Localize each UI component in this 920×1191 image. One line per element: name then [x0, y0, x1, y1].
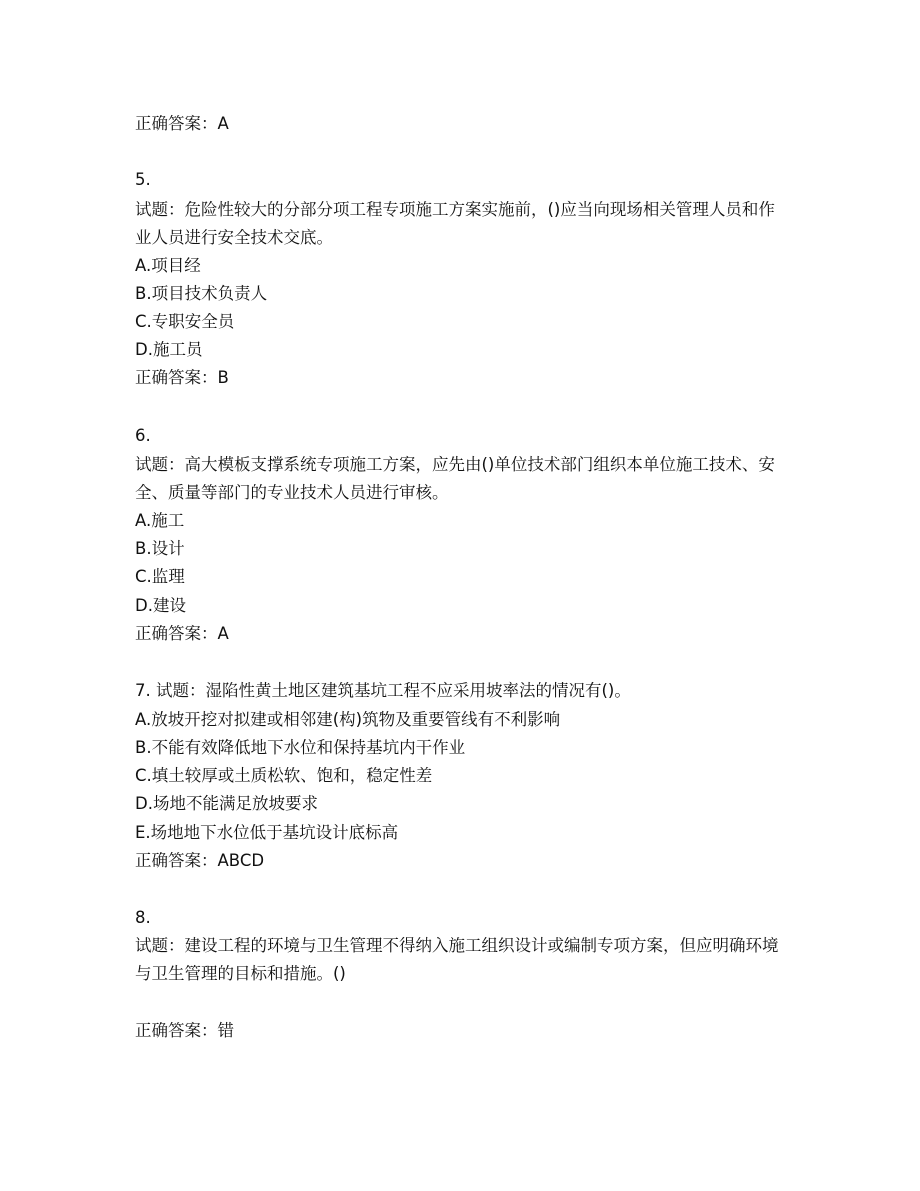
- question-6-option-a: A.施工: [135, 511, 185, 530]
- question-5-stem-line-1: 试题：危险性较大的分部分项工程专项施工方案实施前，()应当向现场相关管理人员和作: [135, 200, 775, 219]
- question-6-answer: 正确答案：A: [135, 624, 229, 643]
- question-8-stem-line-2: 与卫生管理的目标和措施。(): [135, 964, 346, 983]
- question-7-option-a: A.放坡开挖对拟建或相邻建(构)筑物及重要管线有不利影响: [135, 710, 561, 729]
- question-5-option-a: A.项目经: [135, 256, 201, 275]
- question-6-number: 6.: [135, 426, 151, 445]
- question-6-stem-line-1: 试题：高大模板支撑系统专项施工方案，应先由()单位技术部门组织本单位施工技术、安: [135, 455, 775, 474]
- question-7-answer: 正确答案：ABCD: [135, 851, 265, 870]
- question-6-option-d: D.建设: [135, 596, 186, 615]
- question-5-option-b: B.项目技术负责人: [135, 284, 268, 303]
- question-6-option-c: C.监理: [135, 567, 185, 586]
- question-7-option-c: C.填土较厚或土质松软、饱和，稳定性差: [135, 766, 433, 785]
- question-8-stem-line-1: 试题：建设工程的环境与卫生管理不得纳入施工组织设计或编制专项方案，但应明确环境: [135, 936, 779, 955]
- question-8-number: 8.: [135, 908, 151, 927]
- question-7-option-d: D.场地不能满足放坡要求: [135, 794, 318, 813]
- question-5-number: 5.: [135, 170, 151, 189]
- question-7-option-e: E.场地地下水位低于基坑设计底标高: [135, 823, 399, 842]
- question-5-option-c: C.专职安全员: [135, 312, 235, 331]
- question-8-answer: 正确答案：错: [135, 1021, 234, 1040]
- question-6-stem-line-2: 全、质量等部门的专业技术人员进行审核。: [135, 483, 449, 502]
- question-7-option-b: B.不能有效降低地下水位和保持基坑内干作业: [135, 738, 466, 757]
- question-6-option-b: B.设计: [135, 539, 185, 558]
- question-7-stem: 7. 试题：湿陷性黄土地区建筑基坑工程不应采用坡率法的情况有()。: [135, 681, 631, 700]
- question-5-option-d: D.施工员: [135, 340, 203, 359]
- question-5-stem-line-2: 业人员进行安全技术交底。: [135, 228, 333, 247]
- question-5-answer: 正确答案：B: [135, 368, 229, 387]
- previous-answer: 正确答案：A: [135, 114, 229, 133]
